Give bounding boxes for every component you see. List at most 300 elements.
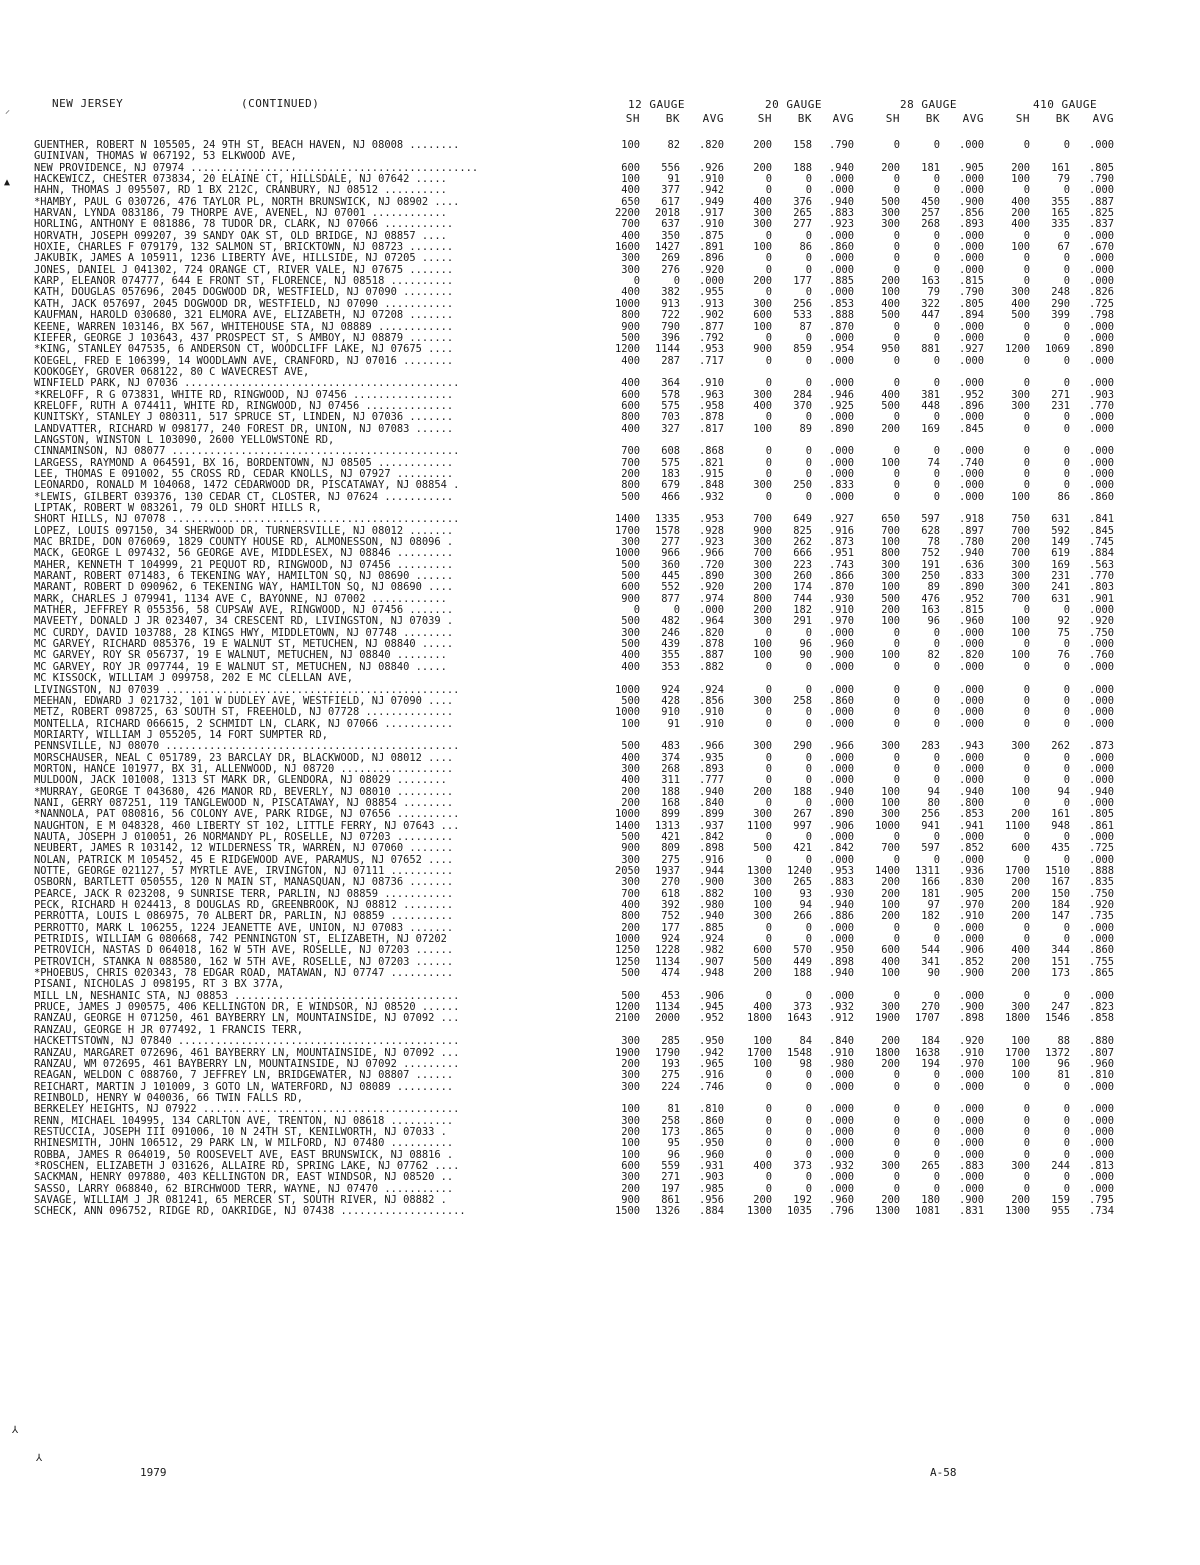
score-bk-20: 744	[793, 592, 812, 605]
score-sh-28: 0	[893, 1103, 900, 1116]
score-sh-20: 0	[765, 229, 772, 242]
score-sh-12: 400	[621, 229, 640, 242]
score-sh-20: 300	[753, 694, 772, 707]
score-bk-12: 924	[661, 683, 680, 696]
table-row	[34, 1138, 1174, 1149]
score-sh-12: 400	[621, 422, 640, 435]
score-bk-410: 0	[1063, 989, 1070, 1002]
score-avg-28: .940	[958, 785, 984, 798]
column-header-avg: AVG	[832, 112, 854, 125]
score-avg-28: .820	[958, 649, 984, 662]
score-sh-28: 0	[893, 1080, 900, 1093]
score-sh-28: 0	[893, 660, 900, 673]
score-sh-20: 1700	[746, 1046, 772, 1059]
score-avg-12: .910	[698, 717, 724, 730]
score-avg-28: .852	[958, 955, 984, 968]
score-avg-12: .963	[698, 388, 724, 401]
shooter-name-address: PEARCE, JACK R 023208, 9 SUNRISE TERR, PARLIN, NJ 08859 ...........	[34, 888, 454, 900]
score-sh-28: 0	[893, 830, 900, 843]
score-sh-20: 0	[765, 377, 772, 390]
score-avg-410: .735	[1088, 910, 1114, 923]
score-bk-20: 265	[793, 876, 812, 889]
score-avg-28: .897	[958, 524, 984, 537]
score-avg-20: .000	[828, 1114, 854, 1127]
score-bk-28: 1311	[914, 865, 940, 877]
shooter-name-address: MONTELLA, RICHARD 066615, 2 SCHMIDT LN, CLARK, NJ 07066 ...........	[34, 718, 454, 730]
score-avg-410: .000	[1088, 1080, 1114, 1093]
score-sh-28: 0	[893, 1114, 900, 1127]
score-bk-12: 197	[661, 1182, 680, 1195]
shooter-name-address: MARK, CHARLES J 079941, 1134 AVE C, BAYONNE, NJ 07002 ............	[34, 593, 447, 605]
score-bk-20: 0	[805, 1080, 812, 1093]
score-bk-410: 0	[1063, 320, 1070, 333]
score-avg-410: .805	[1088, 161, 1114, 174]
score-sh-410: 750	[1011, 513, 1030, 526]
score-sh-28: 200	[881, 876, 900, 889]
score-bk-12: 1144	[654, 343, 680, 356]
score-sh-20: 0	[765, 1103, 772, 1116]
score-bk-12: 350	[661, 229, 680, 242]
shooter-name-address: HORVATH, JOSEPH 099207, 39 SANDY OAK ST, OLD BRIDGE, NJ 08857 ....	[34, 230, 447, 242]
score-avg-410: .000	[1088, 331, 1114, 344]
score-avg-20: .000	[828, 1148, 854, 1161]
score-avg-20: .910	[828, 604, 854, 617]
score-sh-12: 900	[621, 320, 640, 333]
score-avg-410: .000	[1088, 921, 1114, 934]
score-avg-410: .000	[1088, 1171, 1114, 1184]
score-bk-28: 89	[927, 581, 940, 594]
shooter-name-address: HACKEWICZ, CHESTER 073834, 20 ELAINE CT, HILLSDALE, NJ 07642 .....	[34, 174, 447, 186]
table-row	[34, 1070, 1174, 1081]
table-row	[34, 616, 1174, 627]
score-avg-28: .940	[958, 547, 984, 560]
score-sh-12: 200	[621, 796, 640, 809]
shooter-name-address: PENNSVILLE, NJ 08070 ...............................................	[34, 741, 460, 753]
score-avg-12: .924	[698, 683, 724, 696]
score-bk-28: 265	[921, 1159, 940, 1172]
table-row	[34, 1059, 1174, 1070]
score-bk-410: 0	[1063, 830, 1070, 843]
score-avg-410: .000	[1088, 796, 1114, 809]
score-sh-410: 100	[1011, 490, 1030, 503]
score-bk-410: 0	[1063, 354, 1070, 367]
score-sh-410: 200	[1011, 876, 1030, 889]
score-bk-12: 360	[661, 558, 680, 571]
score-bk-12: 81	[667, 1103, 680, 1116]
score-bk-28: 0	[933, 320, 940, 333]
shooter-name-address: LARGESS, RAYMOND A 064591, BX 16, BORDENTOWN, NJ 08505 ............	[34, 457, 454, 469]
score-bk-410: 0	[1063, 252, 1070, 265]
table-row	[34, 197, 1174, 208]
score-avg-12: .949	[698, 195, 724, 208]
score-avg-410: .000	[1088, 252, 1114, 265]
score-sh-410: 600	[1011, 842, 1030, 855]
score-avg-28: .000	[958, 320, 984, 333]
score-avg-28: .000	[958, 241, 984, 254]
shooter-name-address: LEONARDO, RONALD M 104068, 1472 CEDARWOOD DR, PISCATAWAY, NJ 08854 .	[34, 480, 460, 492]
score-sh-20: 200	[753, 275, 772, 288]
score-avg-20: .000	[828, 411, 854, 424]
score-avg-28: .000	[958, 1114, 984, 1127]
score-avg-20: .000	[828, 921, 854, 934]
score-bk-28: 181	[921, 887, 940, 900]
shooter-name-address: KAUFMAN, HAROLD 030680, 321 ELMORA AVE, ELIZABETH, NJ 07208 .......	[34, 310, 454, 322]
score-avg-410: .903	[1088, 388, 1114, 401]
shooter-name-address: NAUGHTON, E M 048328, 460 LIBERTY ST 102, LITTLE FERRY, NJ 07643 ...	[34, 820, 460, 832]
margin-mark: ▲	[4, 177, 11, 188]
table-row	[34, 696, 1174, 707]
score-sh-28: 0	[893, 490, 900, 503]
score-sh-12: 400	[621, 184, 640, 197]
shooter-name-address: REICHART, MARTIN J 101009, 3 GOTO LN, WATERFORD, NJ 08089 .........	[34, 1081, 454, 1093]
table-row	[34, 1002, 1174, 1013]
score-bk-20: 0	[805, 456, 812, 469]
score-bk-12: 482	[661, 615, 680, 628]
score-bk-410: 151	[1051, 955, 1070, 968]
score-bk-28: 182	[921, 910, 940, 923]
score-bk-410: 0	[1063, 479, 1070, 492]
score-sh-28: 0	[893, 411, 900, 424]
score-avg-20: .886	[828, 910, 854, 923]
score-avg-12: .820	[698, 139, 724, 151]
score-sh-12: 800	[621, 479, 640, 492]
score-avg-12: .868	[698, 445, 724, 458]
score-sh-28: 0	[893, 331, 900, 344]
score-avg-410: .750	[1088, 626, 1114, 639]
score-bk-20: 0	[805, 354, 812, 367]
score-bk-28: 0	[933, 921, 940, 934]
table-row	[34, 1184, 1174, 1195]
score-bk-12: 1937	[654, 865, 680, 877]
score-sh-20: 0	[765, 467, 772, 480]
shooter-name-address: MC GARVEY, RICHARD 085376, 19 E WALNUT ST, METUCHEN, NJ 08840 .....	[34, 639, 454, 651]
score-sh-410: 200	[1011, 910, 1030, 923]
score-sh-410: 300	[1011, 388, 1030, 401]
score-sh-20: 300	[753, 570, 772, 583]
shooter-name-address: SCHECK, ANN 096752, RIDGE RD, OAKRIDGE, NJ 07438 ....................	[34, 1206, 466, 1218]
score-sh-410: 0	[1023, 694, 1030, 707]
shooter-name-address: *LEWIS, GILBERT 039376, 130 CEDAR CT, CLOSTER, NJ 07624 ...........	[34, 491, 454, 503]
score-bk-28: 0	[933, 1125, 940, 1138]
score-sh-20: 0	[765, 184, 772, 197]
score-sh-410: 0	[1023, 1148, 1030, 1161]
score-avg-20: .000	[828, 774, 854, 787]
score-sh-12: 300	[621, 853, 640, 866]
shooter-name-address: LANGSTON, WINSTON L 103090, 2600 YELLOWSTONE RD,	[34, 434, 335, 446]
score-bk-12: 466	[661, 490, 680, 503]
shooter-name-address: REINBOLD, HENRY W 040036, 66 TWIN FALLS RD,	[34, 1092, 303, 1104]
score-bk-410: 1372	[1044, 1046, 1070, 1059]
score-bk-12: 637	[661, 218, 680, 231]
score-sh-20: 0	[765, 933, 772, 946]
score-bk-410: 248	[1051, 286, 1070, 299]
table-row	[34, 163, 1174, 174]
score-bk-28: 0	[933, 989, 940, 1002]
score-avg-28: .000	[958, 490, 984, 503]
score-avg-410: .813	[1088, 1159, 1114, 1172]
score-avg-12: .896	[698, 252, 724, 265]
score-avg-12: .953	[698, 343, 724, 356]
score-sh-20: 200	[753, 581, 772, 594]
score-bk-12: 269	[661, 252, 680, 265]
score-avg-12: .966	[698, 547, 724, 560]
score-bk-20: 0	[805, 660, 812, 673]
shooter-name-address: MULDOON, JACK 101008, 1313 ST MARK DR, GLENDORA, NJ 08029 ........	[34, 775, 447, 787]
score-bk-28: 1638	[914, 1046, 940, 1059]
score-bk-20: 1643	[786, 1012, 812, 1025]
shooter-name-address: SASSO, LARRY 068840, 62 BIRCHWOOD TERR, WAYNE, NJ 07470 ...........	[34, 1183, 454, 1195]
score-bk-410: 184	[1051, 899, 1070, 912]
shooter-name-address: MILL LN, NESHANIC STA, NJ 08853 ....................................	[34, 990, 460, 1002]
shooter-name-address: PECK, RICHARD H 024413, 8 DOUGLAS RD, GREENBROOK, NJ 08812 ........	[34, 900, 454, 912]
score-bk-20: 370	[793, 399, 812, 412]
score-sh-20: 700	[753, 547, 772, 560]
score-avg-410: .835	[1088, 876, 1114, 889]
score-bk-28: 194	[921, 1057, 940, 1070]
score-bk-410: 0	[1063, 921, 1070, 934]
score-bk-12: 246	[661, 626, 680, 639]
score-avg-410: .887	[1088, 195, 1114, 208]
score-sh-12: 300	[621, 536, 640, 549]
score-sh-410: 0	[1023, 252, 1030, 265]
score-bk-28: 0	[933, 694, 940, 707]
score-sh-12: 1700	[614, 524, 640, 537]
score-bk-410: 355	[1051, 195, 1070, 208]
score-bk-20: 0	[805, 1148, 812, 1161]
score-avg-12: .985	[698, 1182, 724, 1195]
table-row	[34, 151, 1174, 162]
score-sh-28: 700	[881, 842, 900, 855]
score-avg-12: .923	[698, 536, 724, 549]
gauge-heading-410: 410 GAUGE	[1033, 98, 1098, 111]
table-row	[34, 639, 1174, 650]
score-bk-20: 0	[805, 286, 812, 299]
score-sh-12: 300	[621, 876, 640, 889]
score-bk-12: 910	[661, 706, 680, 719]
score-sh-20: 100	[753, 887, 772, 900]
score-sh-20: 0	[765, 263, 772, 276]
score-avg-28: .000	[958, 853, 984, 866]
score-sh-410: 0	[1023, 1103, 1030, 1116]
table-row	[34, 866, 1174, 877]
score-sh-12: 1900	[614, 1046, 640, 1059]
score-avg-28: .000	[958, 1069, 984, 1082]
footer-page-number: A-58	[930, 1466, 957, 1479]
score-bk-28: 0	[933, 933, 940, 946]
score-avg-12: .964	[698, 615, 724, 628]
score-sh-410: 0	[1023, 456, 1030, 469]
score-sh-410: 200	[1011, 161, 1030, 174]
score-sh-12: 600	[621, 399, 640, 412]
score-avg-28: .906	[958, 944, 984, 957]
column-header-bk: BK	[925, 112, 940, 125]
score-avg-410: .901	[1088, 592, 1114, 605]
score-sh-12: 1400	[614, 513, 640, 526]
score-bk-410: 0	[1063, 796, 1070, 809]
score-avg-20: .960	[828, 1193, 854, 1206]
score-sh-28: 300	[881, 570, 900, 583]
score-avg-20: .883	[828, 207, 854, 220]
score-sh-28: 0	[893, 184, 900, 197]
score-sh-12: 500	[621, 694, 640, 707]
table-row	[34, 1161, 1174, 1172]
score-avg-20: .000	[828, 683, 854, 696]
score-avg-20: .000	[828, 252, 854, 265]
score-bk-12: 899	[661, 808, 680, 821]
score-sh-12: 300	[621, 1035, 640, 1048]
score-bk-12: 353	[661, 660, 680, 673]
score-bk-28: 447	[921, 309, 940, 322]
score-avg-28: .000	[958, 467, 984, 480]
score-avg-12: .958	[698, 399, 724, 412]
score-bk-12: 445	[661, 570, 680, 583]
score-sh-20: 1300	[746, 865, 772, 877]
score-sh-12: 900	[621, 842, 640, 855]
score-sh-410: 0	[1023, 706, 1030, 719]
score-bk-28: 256	[921, 808, 940, 821]
table-row	[34, 1104, 1174, 1115]
score-bk-410: 150	[1051, 887, 1070, 900]
score-avg-20: .873	[828, 536, 854, 549]
score-bk-12: 285	[661, 1035, 680, 1048]
score-avg-20: .900	[828, 649, 854, 662]
score-bk-410: 247	[1051, 1001, 1070, 1014]
score-sh-12: 500	[621, 558, 640, 571]
score-sh-410: 0	[1023, 989, 1030, 1002]
score-bk-20: 265	[793, 207, 812, 220]
score-avg-20: .000	[828, 184, 854, 197]
score-sh-410: 0	[1023, 377, 1030, 390]
score-avg-12: .944	[698, 865, 724, 877]
score-bk-12: 173	[661, 1125, 680, 1138]
score-sh-20: 500	[753, 955, 772, 968]
table-row	[34, 957, 1174, 968]
score-sh-20: 300	[753, 740, 772, 753]
score-bk-12: 396	[661, 331, 680, 344]
score-bk-28: 0	[933, 241, 940, 254]
score-avg-410: .000	[1088, 706, 1114, 719]
score-bk-410: 0	[1063, 1137, 1070, 1150]
shooter-name-address: MAVEETY, DONALD J JR 023407, 34 CRESCENT RD, LIVINGSTON, NJ 07039 .	[34, 616, 454, 628]
score-sh-410: 200	[1011, 955, 1030, 968]
score-sh-20: 500	[753, 842, 772, 855]
score-avg-20: .970	[828, 615, 854, 628]
score-bk-20: 0	[805, 751, 812, 764]
score-sh-12: 650	[621, 195, 640, 208]
score-bk-410: 147	[1051, 910, 1070, 923]
score-avg-410: .750	[1088, 887, 1114, 900]
score-avg-12: .917	[698, 207, 724, 220]
score-sh-20: 100	[753, 899, 772, 912]
score-avg-12: .953	[698, 513, 724, 526]
score-avg-410: .000	[1088, 229, 1114, 242]
score-sh-410: 400	[1011, 195, 1030, 208]
score-avg-20: .940	[828, 785, 854, 798]
score-avg-410: .000	[1088, 1114, 1114, 1127]
score-avg-20: .953	[828, 865, 854, 877]
score-bk-410: 0	[1063, 139, 1070, 151]
score-sh-410: 200	[1011, 1193, 1030, 1206]
score-bk-12: 428	[661, 694, 680, 707]
score-sh-20: 100	[753, 422, 772, 435]
score-avg-410: .798	[1088, 309, 1114, 322]
score-avg-20: .890	[828, 808, 854, 821]
score-sh-28: 0	[893, 241, 900, 254]
table-row	[34, 140, 1174, 151]
score-bk-12: 0	[673, 604, 680, 617]
score-bk-12: 2018	[654, 207, 680, 220]
score-avg-410: .880	[1088, 1035, 1114, 1048]
score-bk-28: 322	[921, 297, 940, 310]
score-avg-20: .000	[828, 1103, 854, 1116]
score-bk-20: 0	[805, 1182, 812, 1195]
score-bk-20: 0	[805, 1103, 812, 1116]
score-avg-410: .841	[1088, 513, 1114, 526]
score-sh-12: 800	[621, 411, 640, 424]
score-bk-20: 0	[805, 989, 812, 1002]
score-avg-12: .792	[698, 331, 724, 344]
shooter-name-address: BERKELEY HEIGHTS, NJ 07922 .........................................	[34, 1104, 460, 1116]
score-sh-410: 300	[1011, 558, 1030, 571]
table-row	[34, 265, 1174, 276]
score-sh-12: 700	[621, 456, 640, 469]
score-bk-20: 87	[799, 320, 812, 333]
score-sh-28: 0	[893, 445, 900, 458]
shooter-name-address: MC KISSOCK, WILLIAM J 099758, 202 E MC CLELLAN AVE,	[34, 673, 354, 685]
score-sh-12: 1000	[614, 297, 640, 310]
score-bk-12: 327	[661, 422, 680, 435]
score-sh-28: 500	[881, 309, 900, 322]
score-avg-410: .860	[1088, 944, 1114, 957]
score-sh-28: 300	[881, 207, 900, 220]
table-row	[34, 594, 1174, 605]
score-avg-28: .830	[958, 876, 984, 889]
score-sh-20: 0	[765, 762, 772, 775]
score-avg-28: .000	[958, 683, 984, 696]
score-avg-410: .890	[1088, 343, 1114, 356]
score-bk-410: 399	[1051, 309, 1070, 322]
score-avg-20: .906	[828, 819, 854, 832]
score-avg-20: .912	[828, 1012, 854, 1025]
score-bk-12: 439	[661, 638, 680, 651]
score-avg-28: .900	[958, 967, 984, 980]
score-avg-20: .000	[828, 263, 854, 276]
table-row	[34, 1048, 1174, 1059]
shooter-name-address: *MURRAY, GEORGE T 043680, 426 MANOR RD, BEVERLY, NJ 08010 .........	[34, 786, 454, 798]
shooter-name-address: KEENE, WARREN 103146, BX 567, WHITEHOUSE STA, NJ 08889 ............	[34, 321, 454, 333]
score-bk-410: 75	[1057, 626, 1070, 639]
score-avg-410: .000	[1088, 683, 1114, 696]
shooter-name-address: ROBBA, JAMES R 064019, 50 ROOSEVELT AVE, EAST BRUNSWICK, NJ 08816 .	[34, 1149, 454, 1161]
score-avg-20: .000	[828, 660, 854, 673]
score-sh-20: 400	[753, 1159, 772, 1172]
score-bk-28: 881	[921, 343, 940, 356]
score-avg-410: .000	[1088, 320, 1114, 333]
score-avg-28: .894	[958, 309, 984, 322]
score-bk-28: 0	[933, 1171, 940, 1184]
score-sh-410: 0	[1023, 933, 1030, 946]
table-row	[34, 991, 1174, 1002]
shooter-name-address: LANDVATTER, RICHARD W 098177, 240 FOREST DR, UNION, NJ 07083 ......	[34, 423, 454, 435]
shooter-name-address: RANZAU, MARGARET 072696, 461 BAYBERRY LN, MOUNTAINSIDE, NJ 07092 ...	[34, 1047, 460, 1059]
score-bk-20: 649	[793, 513, 812, 526]
column-header-sh: SH	[1015, 112, 1030, 125]
score-avg-20: .870	[828, 320, 854, 333]
score-sh-12: 300	[621, 1114, 640, 1127]
table-row	[34, 719, 1174, 730]
score-avg-12: .887	[698, 649, 724, 662]
score-sh-20: 0	[765, 660, 772, 673]
